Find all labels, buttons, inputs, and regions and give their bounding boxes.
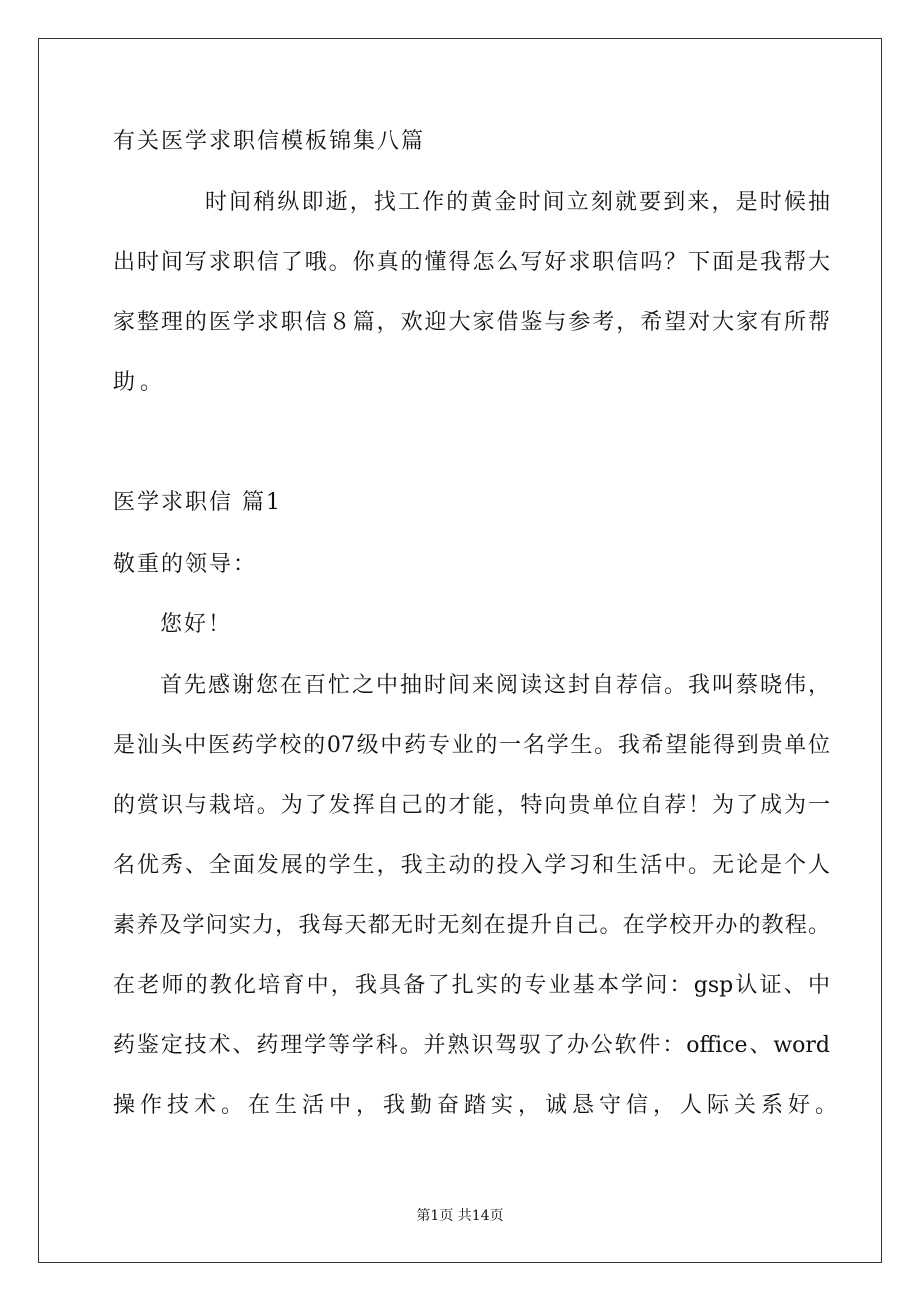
page-border [38, 38, 882, 1263]
page-footer: 第1页 共14页 [416, 1208, 504, 1224]
body-line: 在老师的教化培育中，我具备了扎实的专业基本学问：gsp认证、中 [113, 973, 830, 998]
intro-line: 出时间写求职信了哦。你真的懂得怎么写好求职信吗？下面是我帮大 [113, 250, 830, 275]
body-line: 首先感谢您在百忙之中抽时间来阅读这封自荐信。我叫蔡晓伟， [160, 673, 830, 698]
intro-line: 家整理的医学求职信８篇，欢迎大家借鉴与参考，希望对大家有所帮 [113, 310, 830, 335]
greeting: 您好！ [160, 612, 233, 637]
body-line: 是汕头中医药学校的07级中药专业的一名学生。我希望能得到贵单位 [113, 733, 830, 758]
body-line: 药鉴定技术、药理学等学科。并熟识驾驭了办公软件：office、word [113, 1033, 830, 1058]
document-title: 有关医学求职信模板锦集八篇 [113, 129, 426, 154]
body-line: 名优秀、全面发展的学生，我主动的投入学习和生活中。无论是个人 [113, 853, 830, 878]
body-line: 素养及学问实力，我每天都无时无刻在提升自己。在学校开办的教程。 [113, 913, 830, 938]
salutation: 敬重的领导： [113, 552, 258, 577]
intro-line: 助。 [113, 370, 168, 395]
body-line: 的赏识与栽培。为了发挥自己的才能，特向贵单位自荐！为了成为一 [113, 793, 830, 818]
intro-line: 时间稍纵即逝，找工作的黄金时间立刻就要到来，是时候抽 [205, 190, 830, 215]
section-heading: 医学求职信 篇1 [113, 490, 282, 515]
body-line: 操作技术。在生活中，我勤奋踏实，诚恳守信，人际关系好。 [113, 1093, 843, 1118]
